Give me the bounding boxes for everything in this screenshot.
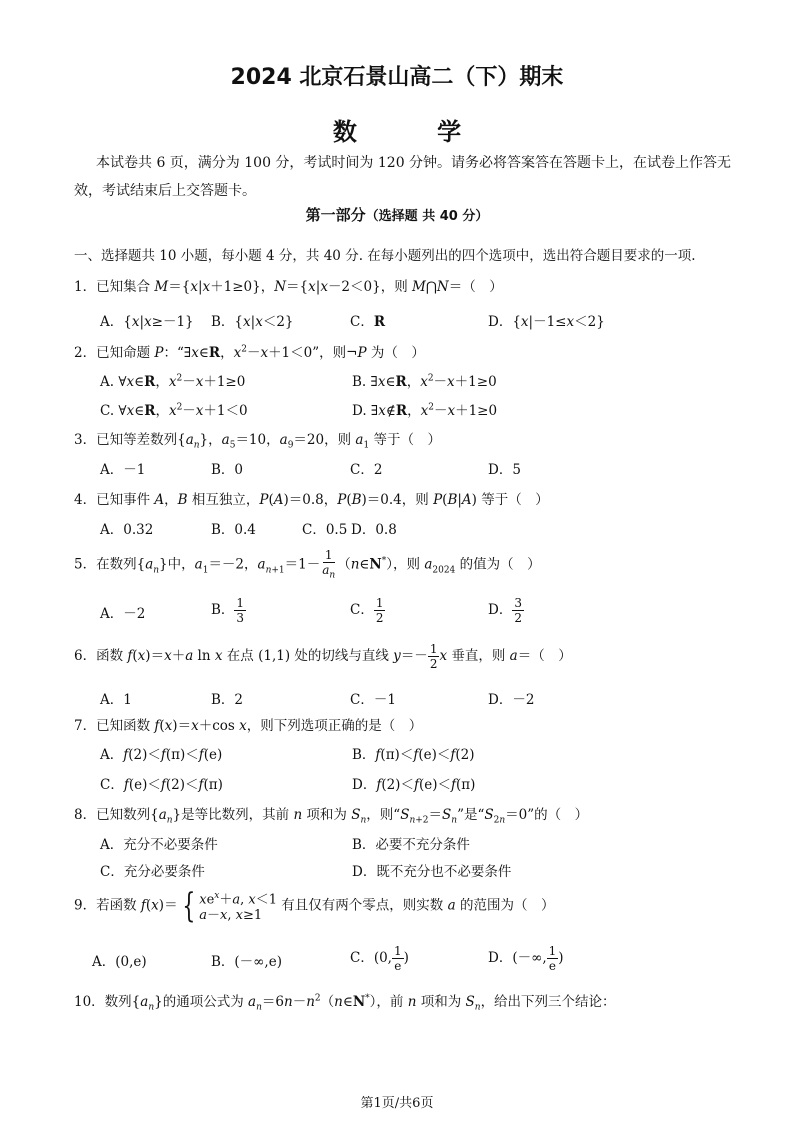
q7-option-a: A．f(2)＜f(π)＜f(e) bbox=[100, 747, 223, 763]
question-6: 6．函数 f(x)＝x＋a ln x 在点 (1,1) 处的切线与直线 y＝－ $\frac{1}{2}$ x 垂直，则 a＝（ ） bbox=[74, 642, 572, 671]
q9-option-d: D．(－∞, $\frac{1}{e}$ ) bbox=[488, 944, 564, 973]
intro-line-1: 本试卷共 6 页，满分为 100 分，考试时间为 120 分钟。请务必将答案答在答题卡上，在试卷上作答无 bbox=[96, 155, 732, 171]
q9-option-a: A．(0,e) bbox=[92, 954, 147, 970]
question-10: 10．数列$\{a_n\}$的通项公式为 $a_n=6n-n^2(n\in N^*)$，前 n 项和为 $S_n$，给出下列三个结论： bbox=[74, 993, 616, 1013]
q8-option-a: A．充分不必要条件 bbox=[100, 837, 218, 853]
q7-option-d: D．f(2)＜f(e)＜f(π) bbox=[352, 777, 476, 793]
q3-option-a: A．－1 bbox=[100, 462, 146, 478]
q8-option-d: D．既不充分也不必要条件 bbox=[352, 864, 512, 880]
q1-option-d: D．{x|－1≤x＜2} bbox=[488, 314, 605, 330]
q5-option-d: D． $\frac{3}{2}$ bbox=[488, 596, 522, 625]
q4-option-d: D．0.8 bbox=[351, 522, 397, 538]
question-8: 8．已知数列$\{a_n\}$是等比数列，其前 n 项和为 $S_n$，则“$S_{n+2}=S_n$”是“$S_{2n}=0$”的（ ） bbox=[74, 807, 589, 826]
q2-option-c: C. ∀x∈R，$x^2-x+1<0$ bbox=[100, 402, 248, 419]
q5-option-b: B． $\frac{1}{3}$ bbox=[211, 596, 245, 625]
question-3: 3．已知等差数列$\{a_n\}$，$a_5=10$，$a_9=20$，则 $a_1$ 等于（ ） bbox=[74, 432, 441, 451]
q7-option-b: B．f(π)＜f(e)＜f(2) bbox=[352, 747, 475, 763]
q3-option-c: C．2 bbox=[350, 462, 383, 478]
q3-option-d: D．5 bbox=[488, 462, 521, 478]
q1-option-a: A．{x|x≥－1} bbox=[100, 314, 194, 330]
q4-option-c: C．0.5 bbox=[302, 522, 348, 538]
q2-option-a: A. ∀x∈R，$x^2-x+1\ge 0$ bbox=[100, 373, 246, 390]
q5-option-a: A．－2 bbox=[100, 606, 146, 622]
q9-option-c: C．(0, $\frac{1}{e}$ ) bbox=[350, 944, 409, 973]
question-4: 4．已知事件 A，B 相互独立，P(A)＝0.8，P(B)＝0.4，则 P(B|A) 等于（ ） bbox=[74, 492, 549, 508]
q1-option-b: B．{x|x＜2} bbox=[211, 314, 294, 330]
question-1: 1．已知集合 M＝{x|x＋1≥0}，N＝{x|x－2＜0}，则 M⋂N＝（ ） bbox=[74, 279, 503, 295]
q6-option-c: C．－1 bbox=[350, 692, 396, 708]
q3-option-b: B．0 bbox=[211, 462, 244, 478]
q6-option-d: D．－2 bbox=[488, 692, 535, 708]
q6-option-b: B．2 bbox=[211, 692, 244, 708]
section-heading bbox=[0, 204, 794, 225]
page-title: 2024 北京石景山高二（下）期末 bbox=[230, 65, 564, 90]
section-instruction: 一、选择题共 10 小题，每小题 4 分，共 40 分. 在每小题列出的四个选项中，选出符合题目要求的一项. bbox=[74, 248, 696, 264]
section-title: 第一部分 bbox=[305, 206, 366, 224]
section-subtitle: （选择题 共 40 分） bbox=[365, 209, 489, 224]
q6-option-a: A．1 bbox=[100, 692, 132, 708]
q8-option-b: B．必要不充分条件 bbox=[352, 837, 470, 853]
q9-option-b: B．(－∞,e) bbox=[211, 954, 282, 970]
q1-option-c: C．R bbox=[350, 314, 386, 330]
q2-option-b: B. ∃x∈R，$x^2-x+1\ge 0$ bbox=[352, 373, 497, 390]
subject-title: 数 学 bbox=[332, 118, 498, 146]
question-9: 9．若函数 f(x)＝ { $xe^x+a$, x＜1 a－x, x≥1 有且仅有两个零点，则实数 a 的范围为（ ） bbox=[74, 886, 555, 927]
question-5: 5．在数列$\{a_n\}$中，$a_1=-2$，$a_{n+1}=1-$ $\frac{1}{a_n}$ （n∈N*），则 $a_{2024}$ 的值为（ ） bbox=[74, 548, 541, 581]
question-2: 2．已知命题 P：“∃x∈R，$x^2-x+1<0$”，则¬P 为（ ） bbox=[74, 344, 425, 361]
q4-option-a: A．0.32 bbox=[100, 522, 154, 538]
intro-line-2: 效，考试结束后上交答题卡。 bbox=[74, 183, 256, 199]
q4-option-b: B．0.4 bbox=[211, 522, 256, 538]
q5-option-c: C． $\frac{1}{2}$ bbox=[350, 596, 384, 625]
q8-option-c: C．充分必要条件 bbox=[100, 864, 205, 880]
q2-option-d: D. ∃x∉R，$x^2-x+1\ge 0$ bbox=[352, 402, 498, 419]
q7-option-c: C．f(e)＜f(2)＜f(π) bbox=[100, 777, 223, 793]
question-7: 7．已知函数 f(x)＝x＋cos x，则下列选项正确的是（ ） bbox=[74, 718, 423, 734]
page-footer: 第1页/共6页 bbox=[360, 1096, 434, 1111]
